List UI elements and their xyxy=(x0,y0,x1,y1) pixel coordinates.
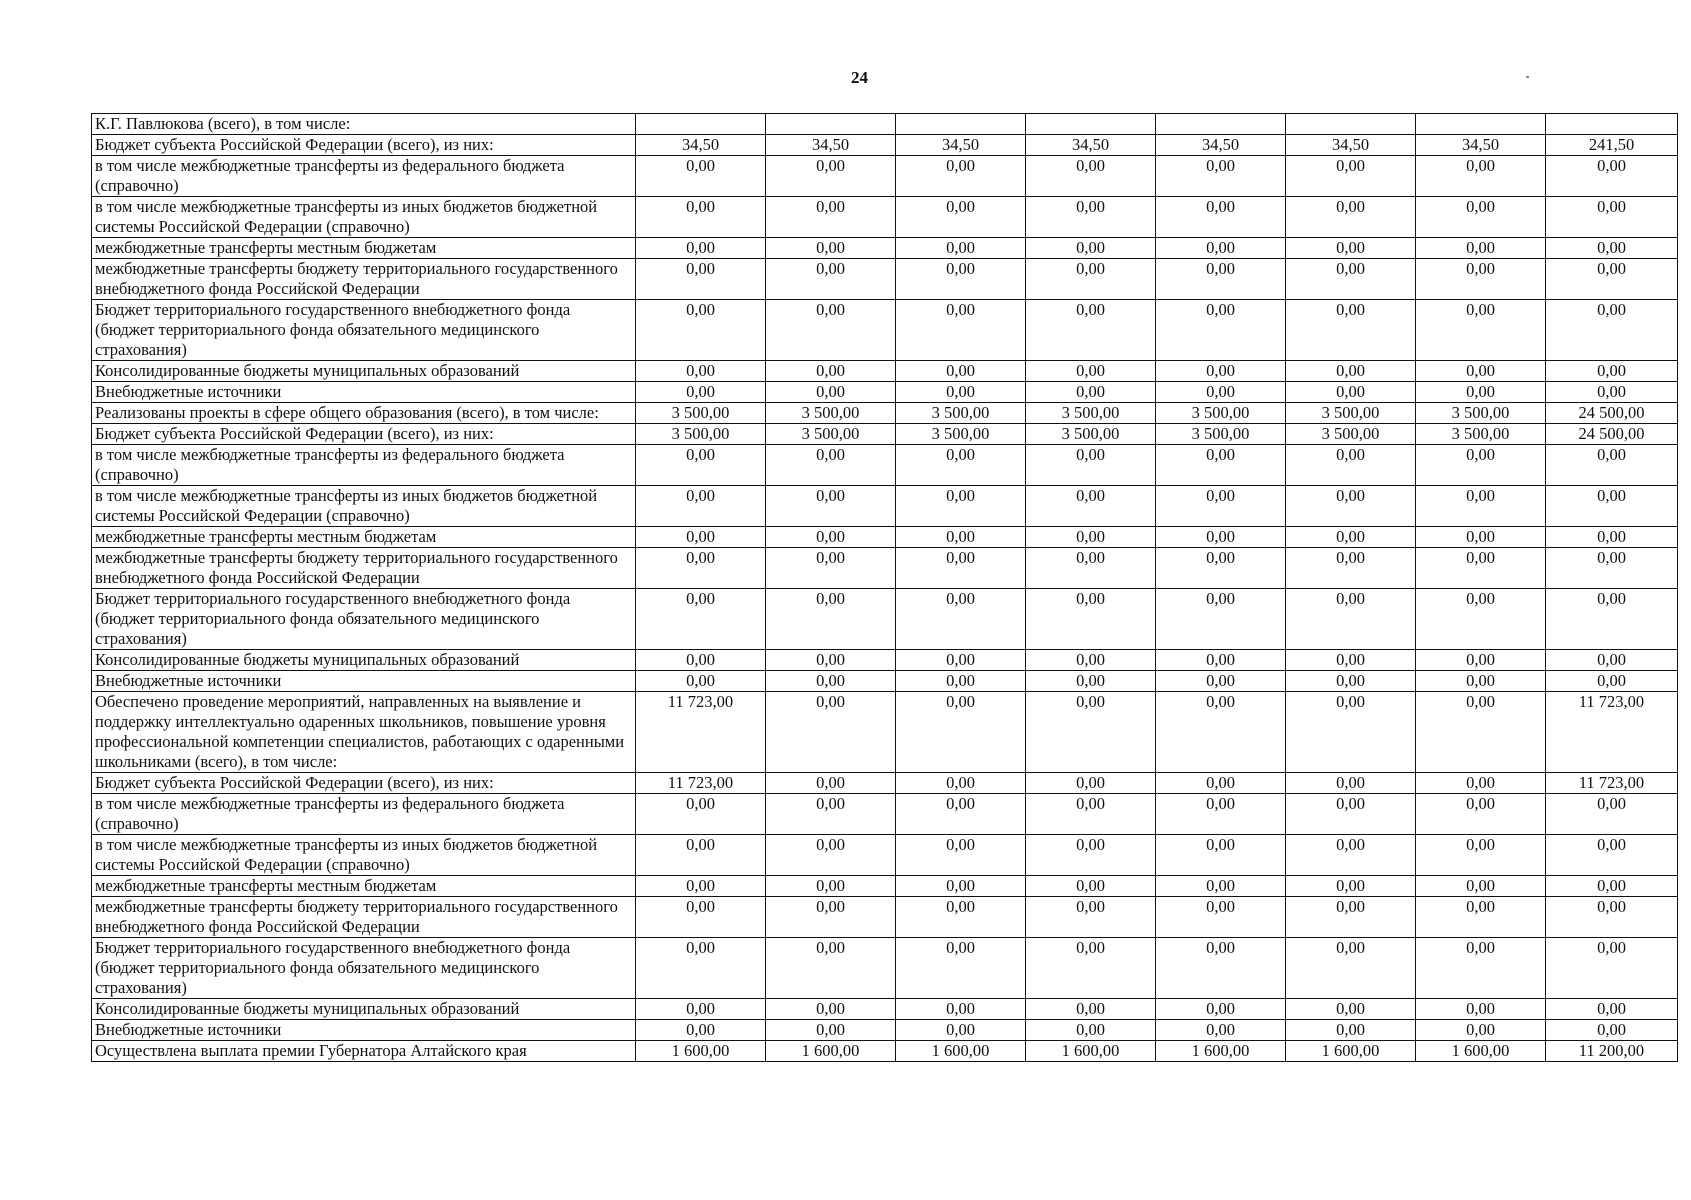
row-year-value xyxy=(896,114,1026,135)
row-year-value: 0,00 xyxy=(1026,1020,1156,1041)
row-label: Осуществлена выплата премии Губернатора Алтайского края xyxy=(92,1041,636,1062)
row-year-value xyxy=(1286,114,1416,135)
table-row xyxy=(92,238,1678,259)
row-year-value: 0,00 xyxy=(896,548,1026,589)
row-year-value: 0,00 xyxy=(1026,197,1156,238)
row-year-value: 0,00 xyxy=(1286,835,1416,876)
row-total-value: 0,00 xyxy=(1546,548,1678,589)
row-year-value: 0,00 xyxy=(766,650,896,671)
row-year-value: 0,00 xyxy=(1026,548,1156,589)
row-total-value: 0,00 xyxy=(1546,300,1678,361)
row-year-value: 0,00 xyxy=(636,361,766,382)
row-year-value: 0,00 xyxy=(766,238,896,259)
row-year-value: 0,00 xyxy=(1026,445,1156,486)
row-year-value: 1 600,00 xyxy=(896,1041,1026,1062)
row-year-value: 0,00 xyxy=(1156,794,1286,835)
row-label: К.Г. Павлюкова (всего), в том числе: xyxy=(92,114,636,135)
row-year-value: 0,00 xyxy=(1026,938,1156,999)
row-year-value: 0,00 xyxy=(1026,361,1156,382)
row-year-value: 0,00 xyxy=(1156,650,1286,671)
row-year-value: 3 500,00 xyxy=(1026,424,1156,445)
row-year-value: 34,50 xyxy=(1156,135,1286,156)
row-label: в том числе межбюджетные трансферты из иных бюджетов бюджетной системы Российской Федерации (справочно) xyxy=(92,835,636,876)
row-year-value: 0,00 xyxy=(766,794,896,835)
row-year-value: 0,00 xyxy=(1286,671,1416,692)
row-year-value: 0,00 xyxy=(896,999,1026,1020)
row-year-value: 0,00 xyxy=(1286,527,1416,548)
row-year-value: 0,00 xyxy=(766,527,896,548)
row-year-value: 0,00 xyxy=(1286,259,1416,300)
row-year-value: 0,00 xyxy=(1416,527,1546,548)
row-total-value: 0,00 xyxy=(1546,486,1678,527)
row-year-value: 0,00 xyxy=(1416,382,1546,403)
row-year-value: 3 500,00 xyxy=(1026,403,1156,424)
row-total-value: 0,00 xyxy=(1546,589,1678,650)
row-year-value: 0,00 xyxy=(1026,999,1156,1020)
row-total-value: 0,00 xyxy=(1546,259,1678,300)
row-year-value: 34,50 xyxy=(636,135,766,156)
row-year-value: 0,00 xyxy=(636,300,766,361)
row-year-value: 0,00 xyxy=(636,197,766,238)
row-year-value: 0,00 xyxy=(1026,382,1156,403)
row-year-value: 0,00 xyxy=(1026,835,1156,876)
row-year-value: 0,00 xyxy=(1156,486,1286,527)
row-year-value: 0,00 xyxy=(766,300,896,361)
row-year-value xyxy=(636,114,766,135)
row-total-value: 0,00 xyxy=(1546,382,1678,403)
row-year-value: 0,00 xyxy=(896,1020,1026,1041)
row-year-value: 0,00 xyxy=(1416,835,1546,876)
row-total-value: 0,00 xyxy=(1546,876,1678,897)
row-year-value: 0,00 xyxy=(1286,300,1416,361)
row-label: Внебюджетные источники xyxy=(92,382,636,403)
row-label: межбюджетные трансферты бюджету территориального государственного внебюджетного фонда Российской Федерации xyxy=(92,897,636,938)
row-label: в том числе межбюджетные трансферты из иных бюджетов бюджетной системы Российской Федерации (справочно) xyxy=(92,197,636,238)
row-year-value: 0,00 xyxy=(1156,692,1286,773)
row-year-value: 0,00 xyxy=(1026,486,1156,527)
row-label: Бюджет субъекта Российской Федерации (всего), из них: xyxy=(92,773,636,794)
row-year-value: 0,00 xyxy=(896,486,1026,527)
row-year-value: 3 500,00 xyxy=(896,403,1026,424)
row-year-value: 0,00 xyxy=(766,445,896,486)
row-year-value xyxy=(1416,114,1546,135)
row-total-value: 0,00 xyxy=(1546,1020,1678,1041)
row-year-value: 0,00 xyxy=(1416,1020,1546,1041)
row-total-value: 0,00 xyxy=(1546,650,1678,671)
row-year-value: 34,50 xyxy=(766,135,896,156)
row-year-value: 0,00 xyxy=(1416,548,1546,589)
row-label: межбюджетные трансферты местным бюджетам xyxy=(92,238,636,259)
row-year-value: 0,00 xyxy=(766,876,896,897)
row-year-value: 0,00 xyxy=(896,382,1026,403)
row-year-value: 0,00 xyxy=(766,197,896,238)
row-year-value: 3 500,00 xyxy=(1416,424,1546,445)
table-row xyxy=(92,897,1678,938)
row-year-value: 0,00 xyxy=(1286,238,1416,259)
table-row xyxy=(92,1020,1678,1041)
row-year-value: 0,00 xyxy=(1286,794,1416,835)
table-row xyxy=(92,445,1678,486)
row-year-value: 0,00 xyxy=(1286,650,1416,671)
row-year-value: 0,00 xyxy=(1416,445,1546,486)
row-year-value: 0,00 xyxy=(1156,876,1286,897)
table-row xyxy=(92,1041,1678,1062)
row-year-value: 0,00 xyxy=(1156,548,1286,589)
row-year-value: 0,00 xyxy=(896,897,1026,938)
row-year-value: 3 500,00 xyxy=(896,424,1026,445)
row-year-value: 0,00 xyxy=(896,794,1026,835)
row-label: Бюджет субъекта Российской Федерации (всего), из них: xyxy=(92,424,636,445)
row-year-value: 0,00 xyxy=(636,876,766,897)
row-year-value: 0,00 xyxy=(896,527,1026,548)
row-year-value: 0,00 xyxy=(636,589,766,650)
row-year-value: 0,00 xyxy=(766,548,896,589)
table-row xyxy=(92,300,1678,361)
row-year-value: 0,00 xyxy=(1026,238,1156,259)
row-year-value: 0,00 xyxy=(1156,938,1286,999)
budget-table xyxy=(91,113,1678,1062)
row-year-value: 0,00 xyxy=(1286,156,1416,197)
row-year-value: 0,00 xyxy=(636,794,766,835)
row-label: Бюджет территориального государственного внебюджетного фонда (бюджет территориального фонда обязательного медицинского страхования) xyxy=(92,300,636,361)
row-year-value: 3 500,00 xyxy=(1156,424,1286,445)
row-year-value: 3 500,00 xyxy=(766,424,896,445)
row-year-value: 0,00 xyxy=(766,156,896,197)
row-year-value: 0,00 xyxy=(1026,692,1156,773)
row-year-value: 0,00 xyxy=(766,692,896,773)
row-year-value: 0,00 xyxy=(1416,999,1546,1020)
row-year-value: 0,00 xyxy=(1286,382,1416,403)
table-row xyxy=(92,999,1678,1020)
table-row xyxy=(92,938,1678,999)
row-year-value: 34,50 xyxy=(1026,135,1156,156)
row-year-value: 34,50 xyxy=(896,135,1026,156)
table-body xyxy=(92,114,1678,1062)
row-year-value: 0,00 xyxy=(1026,773,1156,794)
table-row xyxy=(92,424,1678,445)
row-year-value: 0,00 xyxy=(636,650,766,671)
row-year-value: 0,00 xyxy=(636,238,766,259)
row-year-value: 0,00 xyxy=(1416,259,1546,300)
row-year-value: 0,00 xyxy=(1416,876,1546,897)
row-year-value: 0,00 xyxy=(636,548,766,589)
row-total-value: 24 500,00 xyxy=(1546,424,1678,445)
row-label: Бюджет территориального государственного внебюджетного фонда (бюджет территориального фонда обязательного медицинского страхования) xyxy=(92,938,636,999)
row-label: Консолидированные бюджеты муниципальных образований xyxy=(92,361,636,382)
row-total-value: 0,00 xyxy=(1546,794,1678,835)
row-total-value: 0,00 xyxy=(1546,671,1678,692)
row-year-value: 0,00 xyxy=(1026,897,1156,938)
row-year-value: 0,00 xyxy=(1286,548,1416,589)
row-year-value: 0,00 xyxy=(1416,197,1546,238)
row-year-value: 0,00 xyxy=(766,671,896,692)
row-year-value: 3 500,00 xyxy=(636,403,766,424)
row-year-value: 0,00 xyxy=(1156,445,1286,486)
row-year-value: 0,00 xyxy=(1416,938,1546,999)
row-year-value: 0,00 xyxy=(1286,692,1416,773)
row-year-value: 0,00 xyxy=(636,445,766,486)
row-year-value: 0,00 xyxy=(1286,486,1416,527)
table-row xyxy=(92,589,1678,650)
row-year-value: 0,00 xyxy=(1416,156,1546,197)
row-year-value: 0,00 xyxy=(1416,794,1546,835)
row-year-value: 0,00 xyxy=(896,938,1026,999)
row-year-value: 0,00 xyxy=(1416,773,1546,794)
row-year-value: 0,00 xyxy=(1156,197,1286,238)
row-label: Бюджет территориального государственного внебюджетного фонда (бюджет территориального фонда обязательного медицинского страхования) xyxy=(92,589,636,650)
row-year-value: 0,00 xyxy=(1156,671,1286,692)
row-year-value: 0,00 xyxy=(1026,876,1156,897)
row-year-value: 0,00 xyxy=(1286,999,1416,1020)
row-year-value: 0,00 xyxy=(1156,361,1286,382)
table-row xyxy=(92,197,1678,238)
table-row xyxy=(92,835,1678,876)
row-year-value: 0,00 xyxy=(896,300,1026,361)
row-label: в том числе межбюджетные трансферты из федерального бюджета (справочно) xyxy=(92,156,636,197)
row-total-value: 0,00 xyxy=(1546,238,1678,259)
row-year-value: 0,00 xyxy=(1286,589,1416,650)
row-label: в том числе межбюджетные трансферты из федерального бюджета (справочно) xyxy=(92,794,636,835)
row-year-value: 0,00 xyxy=(1416,300,1546,361)
row-year-value: 0,00 xyxy=(1026,527,1156,548)
row-year-value: 3 500,00 xyxy=(1156,403,1286,424)
row-year-value: 34,50 xyxy=(1416,135,1546,156)
row-year-value: 3 500,00 xyxy=(1286,403,1416,424)
row-year-value: 0,00 xyxy=(1416,589,1546,650)
row-year-value: 0,00 xyxy=(636,671,766,692)
table-row xyxy=(92,671,1678,692)
row-total-value: 0,00 xyxy=(1546,361,1678,382)
row-total-value: 0,00 xyxy=(1546,897,1678,938)
row-year-value: 0,00 xyxy=(766,259,896,300)
row-year-value: 0,00 xyxy=(1026,259,1156,300)
row-label: в том числе межбюджетные трансферты из федерального бюджета (справочно) xyxy=(92,445,636,486)
row-year-value: 0,00 xyxy=(1416,650,1546,671)
scan-speck xyxy=(1526,76,1529,78)
row-label: межбюджетные трансферты бюджету территориального государственного внебюджетного фонда Российской Федерации xyxy=(92,548,636,589)
row-year-value: 0,00 xyxy=(1026,300,1156,361)
row-year-value: 0,00 xyxy=(1286,876,1416,897)
row-year-value: 0,00 xyxy=(1026,794,1156,835)
row-year-value: 0,00 xyxy=(636,486,766,527)
row-year-value: 0,00 xyxy=(896,259,1026,300)
row-year-value: 0,00 xyxy=(766,897,896,938)
table-row xyxy=(92,876,1678,897)
row-year-value: 0,00 xyxy=(766,1020,896,1041)
row-total-value: 0,00 xyxy=(1546,445,1678,486)
row-label: Бюджет субъекта Российской Федерации (всего), из них: xyxy=(92,135,636,156)
row-year-value: 0,00 xyxy=(1026,589,1156,650)
row-year-value: 0,00 xyxy=(1156,238,1286,259)
row-year-value: 1 600,00 xyxy=(1026,1041,1156,1062)
row-year-value: 0,00 xyxy=(766,382,896,403)
row-year-value: 0,00 xyxy=(896,671,1026,692)
row-year-value: 0,00 xyxy=(1286,773,1416,794)
row-year-value: 0,00 xyxy=(896,650,1026,671)
row-year-value: 0,00 xyxy=(766,835,896,876)
row-year-value: 0,00 xyxy=(636,1020,766,1041)
row-year-value: 0,00 xyxy=(1156,156,1286,197)
row-year-value: 0,00 xyxy=(1286,1020,1416,1041)
row-total-value: 241,50 xyxy=(1546,135,1678,156)
row-year-value: 0,00 xyxy=(896,445,1026,486)
row-year-value: 0,00 xyxy=(1286,445,1416,486)
row-total-value: 0,00 xyxy=(1546,835,1678,876)
row-total-value: 11 723,00 xyxy=(1546,773,1678,794)
row-year-value: 0,00 xyxy=(1286,361,1416,382)
row-label: Консолидированные бюджеты муниципальных образований xyxy=(92,999,636,1020)
row-year-value: 1 600,00 xyxy=(1156,1041,1286,1062)
row-year-value: 0,00 xyxy=(766,361,896,382)
row-year-value: 0,00 xyxy=(636,897,766,938)
table-row xyxy=(92,403,1678,424)
row-total-value: 0,00 xyxy=(1546,156,1678,197)
row-year-value: 0,00 xyxy=(766,999,896,1020)
row-label: межбюджетные трансферты местным бюджетам xyxy=(92,527,636,548)
page-number: 24 xyxy=(851,68,868,87)
row-year-value xyxy=(1156,114,1286,135)
row-label: Консолидированные бюджеты муниципальных образований xyxy=(92,650,636,671)
table-row xyxy=(92,650,1678,671)
row-year-value: 0,00 xyxy=(636,259,766,300)
row-year-value: 1 600,00 xyxy=(636,1041,766,1062)
table-row xyxy=(92,692,1678,773)
row-year-value: 0,00 xyxy=(636,156,766,197)
row-year-value: 3 500,00 xyxy=(1416,403,1546,424)
row-label: Обеспечено проведение мероприятий, направленных на выявление и поддержку интеллектуально одаренных школьников, повышение уровня профессиональной компетенции специалистов, работающих с одаренными школьниками (всего), в том числе: xyxy=(92,692,636,773)
row-year-value: 0,00 xyxy=(1026,650,1156,671)
table-row xyxy=(92,361,1678,382)
table-row xyxy=(92,794,1678,835)
row-year-value: 0,00 xyxy=(636,382,766,403)
row-label: Внебюджетные источники xyxy=(92,671,636,692)
row-year-value: 3 500,00 xyxy=(766,403,896,424)
row-year-value: 0,00 xyxy=(1286,897,1416,938)
row-year-value: 0,00 xyxy=(896,361,1026,382)
row-year-value: 0,00 xyxy=(896,197,1026,238)
row-year-value: 0,00 xyxy=(896,692,1026,773)
row-total-value: 24 500,00 xyxy=(1546,403,1678,424)
row-year-value: 3 500,00 xyxy=(636,424,766,445)
row-year-value: 0,00 xyxy=(766,589,896,650)
row-total-value: 0,00 xyxy=(1546,999,1678,1020)
row-year-value: 0,00 xyxy=(896,876,1026,897)
row-total-value: 11 200,00 xyxy=(1546,1041,1678,1062)
row-year-value: 1 600,00 xyxy=(1416,1041,1546,1062)
row-label: межбюджетные трансферты бюджету территориального государственного внебюджетного фонда Российской Федерации xyxy=(92,259,636,300)
table-row xyxy=(92,773,1678,794)
row-year-value: 0,00 xyxy=(1156,897,1286,938)
row-year-value: 0,00 xyxy=(1416,692,1546,773)
row-label: в том числе межбюджетные трансферты из иных бюджетов бюджетной системы Российской Федерации (справочно) xyxy=(92,486,636,527)
table-row xyxy=(92,486,1678,527)
row-year-value: 0,00 xyxy=(1416,671,1546,692)
table-row xyxy=(92,114,1678,135)
row-year-value: 0,00 xyxy=(1156,527,1286,548)
row-label: Внебюджетные источники xyxy=(92,1020,636,1041)
row-total-value: 11 723,00 xyxy=(1546,692,1678,773)
row-total-value: 0,00 xyxy=(1546,527,1678,548)
row-year-value: 0,00 xyxy=(766,773,896,794)
row-year-value: 0,00 xyxy=(1416,238,1546,259)
row-year-value: 0,00 xyxy=(1156,773,1286,794)
table-row xyxy=(92,382,1678,403)
row-year-value: 0,00 xyxy=(636,999,766,1020)
row-label: межбюджетные трансферты местным бюджетам xyxy=(92,876,636,897)
row-year-value: 11 723,00 xyxy=(636,692,766,773)
row-year-value: 34,50 xyxy=(1286,135,1416,156)
table-row xyxy=(92,259,1678,300)
row-year-value: 0,00 xyxy=(1156,1020,1286,1041)
row-year-value: 3 500,00 xyxy=(1286,424,1416,445)
row-year-value: 11 723,00 xyxy=(636,773,766,794)
row-year-value: 0,00 xyxy=(636,938,766,999)
row-year-value xyxy=(1026,114,1156,135)
row-year-value: 0,00 xyxy=(1416,361,1546,382)
row-year-value: 1 600,00 xyxy=(1286,1041,1416,1062)
row-year-value: 0,00 xyxy=(1416,486,1546,527)
row-year-value: 0,00 xyxy=(1416,897,1546,938)
table-row xyxy=(92,135,1678,156)
row-year-value: 0,00 xyxy=(1026,671,1156,692)
row-total-value: 0,00 xyxy=(1546,197,1678,238)
row-year-value: 0,00 xyxy=(1156,835,1286,876)
row-year-value: 0,00 xyxy=(1156,382,1286,403)
row-year-value: 0,00 xyxy=(1286,938,1416,999)
row-year-value: 0,00 xyxy=(896,589,1026,650)
table-row xyxy=(92,527,1678,548)
row-year-value: 0,00 xyxy=(1156,300,1286,361)
row-year-value: 0,00 xyxy=(896,835,1026,876)
row-year-value: 0,00 xyxy=(1156,589,1286,650)
row-total-value: 0,00 xyxy=(1546,938,1678,999)
table-row xyxy=(92,548,1678,589)
row-total-value xyxy=(1546,114,1678,135)
row-year-value xyxy=(766,114,896,135)
row-year-value: 0,00 xyxy=(896,238,1026,259)
row-year-value: 0,00 xyxy=(766,486,896,527)
row-year-value: 0,00 xyxy=(896,773,1026,794)
row-year-value: 0,00 xyxy=(1156,999,1286,1020)
row-year-value: 0,00 xyxy=(766,938,896,999)
row-year-value: 1 600,00 xyxy=(766,1041,896,1062)
row-year-value: 0,00 xyxy=(1026,156,1156,197)
row-year-value: 0,00 xyxy=(1156,259,1286,300)
row-year-value: 0,00 xyxy=(1286,197,1416,238)
row-year-value: 0,00 xyxy=(636,527,766,548)
table-row xyxy=(92,156,1678,197)
row-label: Реализованы проекты в сфере общего образования (всего), в том числе: xyxy=(92,403,636,424)
row-year-value: 0,00 xyxy=(896,156,1026,197)
row-year-value: 0,00 xyxy=(636,835,766,876)
